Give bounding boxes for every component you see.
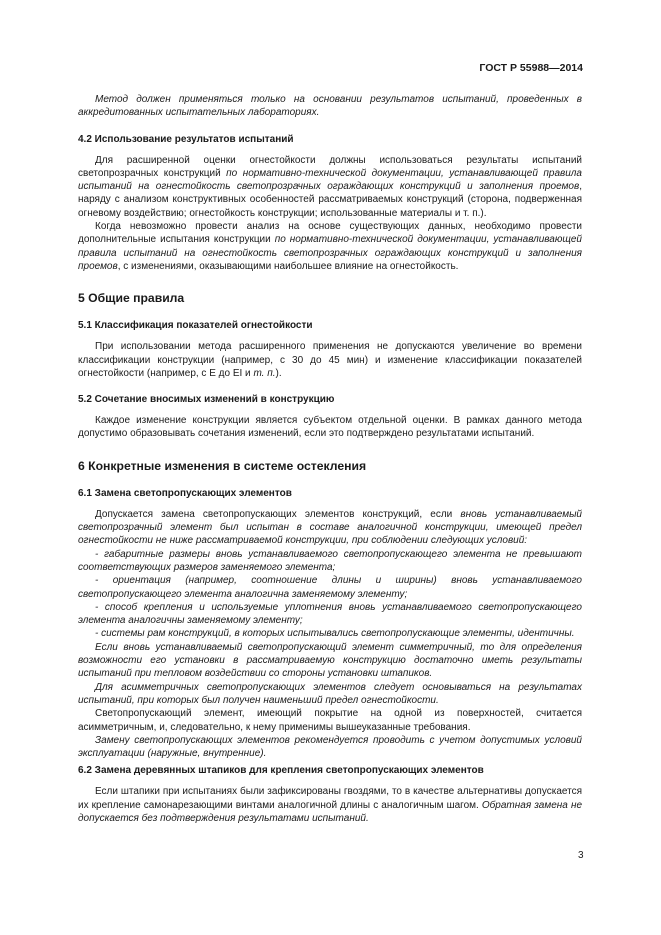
section-4-2-paragraph-2: Когда невозможно провести анализ на основе существующих данных, необходимо провести дополнительные испытания конструкции по нормативно-технической документации, устанавливающей правила испытаний на огнестойкость светопрозрачных ограждающих конструкций и заполнения проемов, с изменениями, оказывающими наибольшее влияние на огнестойкость.: [78, 221, 582, 272]
list-item: - способ крепления и используемые уплотнения вновь устанавливаемого светопропускающего элемента аналогичны заменяемому элементу;: [78, 601, 582, 627]
list-item: - ориентация (например, соотношение длины и ширины) вновь устанавливаемого светопропускающего элемента аналогична заменяемому элементу;: [78, 575, 582, 600]
document-body: [78, 93, 582, 825]
replacement-conditions-paragraph: Замену светопропускающих элементов рекомендуется проводить с учетом допустимых условий эксплуатации (наружные, внутренние).: [78, 734, 582, 760]
list-item: - системы рам конструкций, в которых испытывались светопропускающие элементы, идентичны.: [95, 628, 575, 640]
section-5-heading: 5 Общие правила: [78, 291, 185, 306]
section-6-heading: 6 Конкретные изменения в системе остекления: [78, 458, 367, 473]
section-5-2-heading: 5.2 Сочетание вносимых изменений в конструкцию: [78, 394, 335, 406]
section-6-2-paragraph: Если штапики при испытаниях были зафиксированы гвоздями, то в качестве альтернативы допускается их крепление самонарезающими винтами аналогичной длины с аналогичным шагом. Обратная замена не допускается без подтверждения результатами испытаний.: [78, 786, 583, 824]
section-6-1-paragraph: Допускается замена светопропускающих элементов конструкций, если вновь устанавливаемый светопрозрачный элемент был испытан в составе аналогичной конструкции, имеющей предел огнестойкости не ниже рассматриваемой конструкции, при соблюдении следующих условий:: [78, 508, 582, 547]
method-note: Метод должен применяться только на основании результатов испытаний, проведенных в аккредитованных испытательных лабораториях.: [78, 94, 582, 119]
page-number: 3: [578, 850, 584, 861]
coating-paragraph: Светопропускающий элемент, имеющий покрытие на одной из поверхностей, считается асимметричным, и, следовательно, к нему применимы вышеуказанные требования.: [78, 708, 582, 733]
section-5-2-paragraph: Каждое изменение конструкции является субъектом отдельной оценки. В рамках данного метода допустимо образовывать сочетания изменений, если это подтверждено результатами испытаний.: [78, 415, 582, 440]
section-6-2-heading: 6.2 Замена деревянных штапиков для крепления светопропускающих элементов: [78, 765, 484, 777]
list-item: - габаритные размеры вновь устанавливаемого светопропускающего элемента не превышают соответствующих размеров заменяемого элемента;: [78, 548, 582, 573]
section-5-1-paragraph: При использовании метода расширенного применения не допускаются увеличение во времени классификации конструкции (например, с 30 до 45 мин) и изменение классификации показателей огнестойкости (например, с E до EI и т. п.).: [78, 341, 582, 379]
symmetric-element-paragraph: Если вновь устанавливаемый светопропускающий элемент симметричный, то для определения возможности его установки в рассматриваемую конструкцию достаточно иметь результаты испытаний при тепловом воздействии со стороны установки штапиков.: [78, 641, 582, 680]
section-6-1-heading: 6.1 Замена светопропускающих элементов: [78, 487, 292, 499]
section-5-1-heading: 5.1 Классификация показателей огнестойкости: [78, 320, 313, 332]
document-header-id: ГОСТ Р 55988—2014: [479, 62, 583, 74]
section-4-2-paragraph-1: Для расширенной оценки огнестойкости должны использоваться результаты испытаний светопрозрачных конструкций по нормативно-технической документации, устанавливающей правила испытаний на огнестойкость светопрозрачных ограждающих конструкций и заполнения проемов, наряду с анализом конструктивных особенностей рассматриваемых конструкций (сторона, подверженная огневому воздействию; огнестойкость конструкции; использованные материалы и т. п.).: [78, 154, 582, 219]
section-4-2-heading: 4.2 Использование результатов испытаний: [78, 133, 294, 145]
asymmetric-element-paragraph: Для асимметричных светопропускающих элементов следует основываться на результатах испытаний, при которых был получен наименьший предел огнестойкости.: [78, 681, 582, 706]
